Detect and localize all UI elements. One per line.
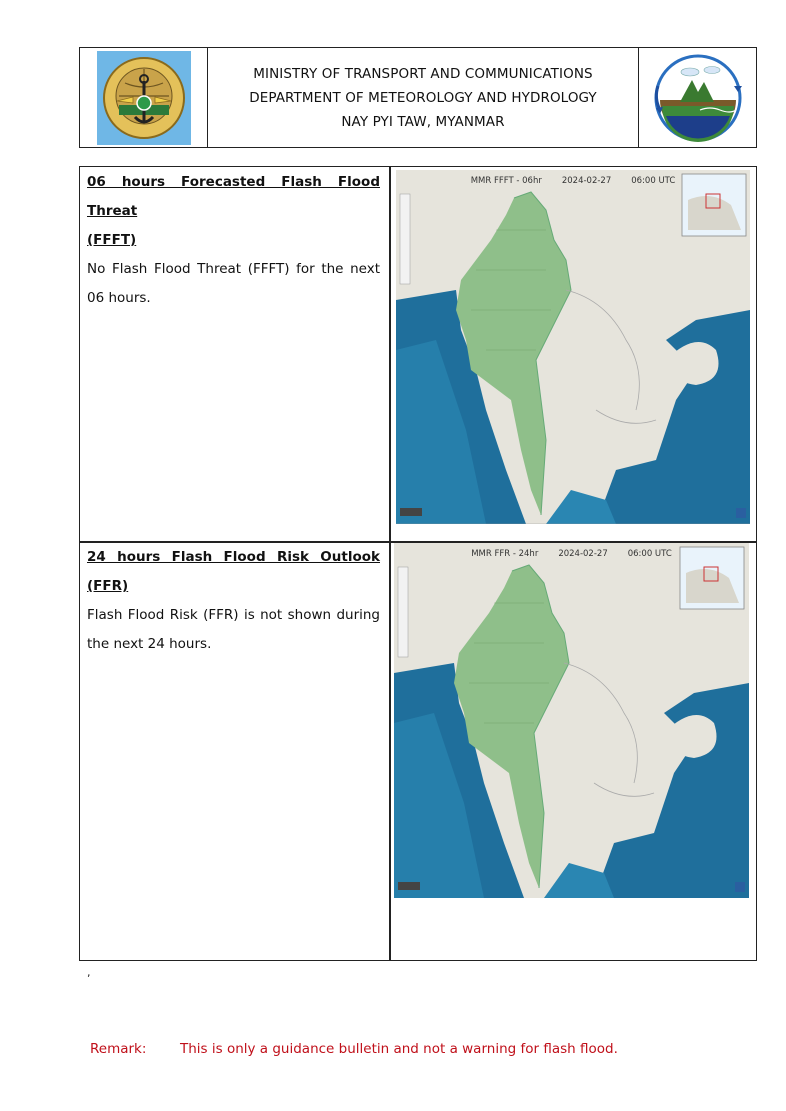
ffft-map-graphic [396,170,750,524]
ffft-body: No Flash Flood Threat (FFFT) for the next 06 hours. [87,261,380,306]
ffft-map [396,170,750,524]
ffft-title-line1: 06 hours Forecasted Flash Flood Threat [87,174,380,219]
ministry-name: MINISTRY OF TRANSPORT AND COMMUNICATIONS [253,65,593,82]
bulletin-table [79,166,757,961]
ffft-text [87,168,380,313]
ministry-emblem-cell [80,48,208,147]
ffft-title-line2: (FFFT) [87,232,137,248]
ffr-title: 24 hours Flash Flood Risk Outlook (FFR) [87,549,380,594]
ffr-map-caption: MMR FFR - 24hr 2024-02-27 06:00 UTC [471,549,672,559]
ministry-emblem-icon [97,51,191,145]
ffr-map-graphic [394,543,749,898]
column-divider [389,167,391,960]
ffft-map-caption: MMR FFFT - 06hr 2024-02-27 06:00 UTC [470,176,676,186]
remark-label: Remark: [90,1041,147,1057]
remark-text: This is only a guidance bulletin and not a warning for flash flood. [180,1041,618,1057]
ffr-body: Flash Flood Risk (FFR) is not shown during the next 24 hours. [87,607,380,652]
ffr-map [394,543,749,898]
hydrology-logo-icon [650,52,746,144]
department-logo-cell [639,48,756,147]
letterhead-titles [208,48,639,147]
remark [90,1041,618,1057]
department-name: DEPARTMENT OF METEOROLOGY AND HYDROLOGY [249,89,597,106]
letterhead [79,47,757,148]
ffr-text [87,543,380,659]
location: NAY PYI TAW, MYANMAR [341,113,505,130]
footnote-mark: , [87,966,91,979]
